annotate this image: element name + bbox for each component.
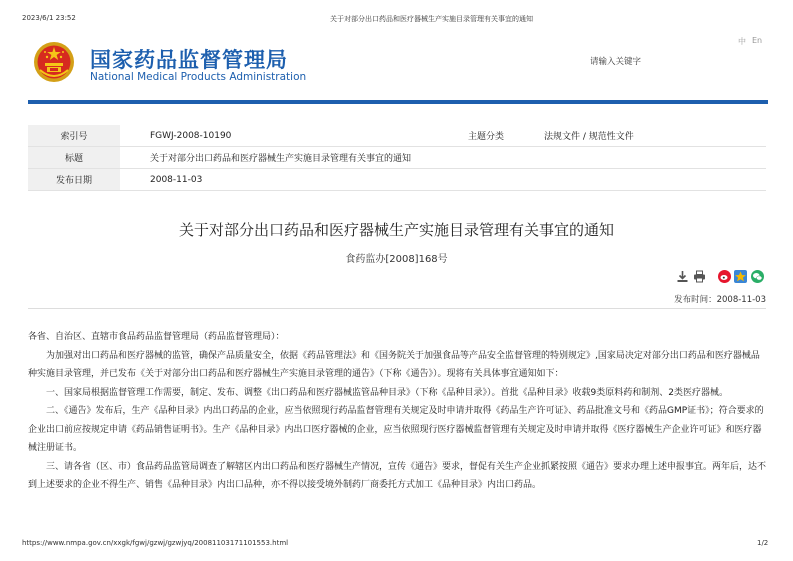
print-icon[interactable] (693, 270, 706, 283)
meta-label: 索引号 (28, 125, 120, 147)
wechat-icon[interactable] (751, 270, 764, 283)
meta-row (28, 147, 766, 169)
qzone-icon[interactable] (734, 270, 747, 283)
meta-value: 法规文件 / 规范性文件 (504, 125, 766, 147)
article-title: 关于对部分出口药品和医疗器械生产实施目录管理有关事宜的通知 (178, 221, 614, 239)
lang-en-link[interactable]: En (752, 36, 763, 45)
paragraph: 三、请各省（区、市）食品药品监管局调查了解辖区内出口药品和医疗器械生产情况，宣传《通告》要求，督促有关生产企业抓紧按照《通告》要求办理上述申报事宜。两年后，达不到上述要求的企业不得生产、销售《品种目录》内出口品种，亦不得以接受境外制药厂商委托方式加工《品种目录》内出口药品。 (28, 461, 767, 490)
print-datetime: 2023/6/1 23:52 (22, 14, 76, 22)
meta-row (28, 169, 766, 191)
lang-zh-link[interactable]: 中 (738, 37, 746, 46)
meta-label: 主题分类 (424, 125, 504, 147)
meta-value: 2008-11-03 (120, 169, 766, 191)
site-name[interactable]: 国家药品监督管理局 (90, 48, 288, 72)
paragraph: 一、国家局根据监督管理工作需要，制定、发布、调整《出口药品和医疗器械监管品种目录》（下称《品种目录》）。首批《品种目录》收载9类原料药和制剂、2类医疗器械。 (46, 387, 728, 398)
document-meta-table (28, 125, 766, 191)
site-name-en[interactable]: National Medical Products Administration (90, 71, 307, 83)
meta-label: 标题 (28, 147, 120, 169)
document-number: 食药监办[2008]168号 (345, 254, 448, 265)
salutation: 各省、自治区、直辖市食品药品监督管理局（药品监督管理局）： (28, 332, 285, 342)
print-url: https://www.nmpa.gov.cn/xxgk/fgwj/gzwj/gzwjyq/20081103171101553.html (22, 539, 289, 547)
emblem-icon (32, 40, 76, 84)
download-icon[interactable] (676, 270, 689, 283)
paragraph: 二、《通告》发布后，生产《品种目录》内出口药品的企业，应当依照现行药品监督管理有关规定及时申请并取得《药品生产许可证》、药品批准文号和《药品GMP证书》；符合要求的企业出口前应按规定申请《药品销售证明书》。生产《品种目录》内出口医疗器械的企业，应当依照现行医疗器械监督管理有关规定及时申请并取得《医疗器械生产企业许可证》和医疗器械注册证书。 (28, 406, 764, 453)
meta-value: 关于对部分出口药品和医疗器械生产实施目录管理有关事宜的通知 (120, 147, 766, 169)
divider (28, 308, 766, 309)
meta-row (28, 125, 766, 147)
meta-label: 发布日期 (28, 169, 120, 191)
header-divider (28, 100, 768, 104)
paragraph: 为加强对出口药品和医疗器械的监管，确保产品质量安全，依据《药品管理法》和《国务院关于加强食品等产品安全监督管理的特别规定》,国家局决定对部分出口药品和医疗器械品种实施目录管理，并已发布《关于对部分出口药品和医疗器械生产实施目录管理的通告》（下称《通告》）。现将有关具体事宜通知如下： (28, 350, 760, 379)
publish-time: 发布时间：2008-11-03 (674, 295, 766, 305)
search-input[interactable]: 请输入关键字 (590, 57, 642, 67)
print-page-title: 关于对部分出口药品和医疗器械生产实施目录管理有关事宜的通知 (330, 15, 533, 23)
print-page-number: 1/2 (757, 539, 769, 547)
meta-value: FGWJ-2008-10190 (120, 125, 424, 147)
article-body (28, 328, 766, 495)
weibo-icon[interactable] (718, 270, 731, 283)
